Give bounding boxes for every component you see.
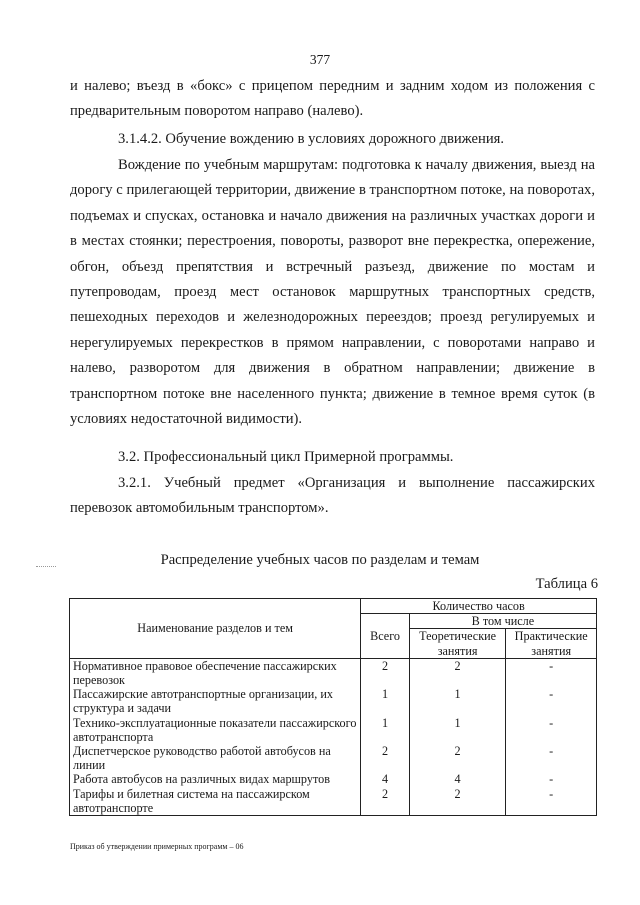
row-theory: 4	[409, 772, 506, 786]
footer-note: Приказ об утверждении примерных программ – 06	[70, 842, 244, 851]
section-heading-3-2-1: 3.2.1. Учебный предмет «Организация и выполнение пассажирских перевозок автомобильным транспортом».	[70, 475, 595, 517]
section-heading-3-2: 3.2. Профессиональный цикл Примерной программы.	[118, 449, 454, 465]
header-theory: Теоретические занятия	[409, 629, 506, 658]
hours-table	[69, 598, 597, 816]
header-practice: Практические занятия	[506, 629, 597, 658]
row-theory: 2	[409, 744, 506, 772]
row-practice: -	[506, 772, 597, 786]
row-name: Диспетчерское руководство работой автобусов на линии	[70, 744, 361, 772]
row-theory: 1	[409, 716, 506, 744]
header-section-name: Наименование разделов и тем	[70, 599, 361, 659]
row-practice: -	[506, 687, 597, 715]
row-theory: 2	[409, 787, 506, 816]
paragraph-continuation: и налево; въезд в «бокс» с прицепом передним и задним ходом из положения с предварительным поворотом направо (налево).	[70, 78, 595, 120]
paragraph-driving-routes: Вождение по учебным маршрутам: подготовка к началу движения, выезд на дорогу с прилегающей территории, движение в транспортном потоке, на поворотах, подъемах и спусках, остановка и начало движения на различных участках дороги и в местах стоянки; перестроения, повороты, разворот вне перекрестка, опережение, обгон, объезд препятствия и встречный разъезд, движение по мостам и путепроводам, проезд мест остановок маршрутных транспортных средств, пешеходных переходов и железнодорожных переездов; проезд регулируемых и нерегулируемых перекрестков в прямом направлении, с поворотами направо и налево, разворотом для движения в обратном направлении; движение в транспортном потоке вне населенного пункта; движение в темное время суток (в условиях недостаточной видимости).	[70, 157, 595, 428]
header-total: Всего	[361, 614, 410, 659]
row-name: Пассажирские автотранспортные организации, их структура и задачи	[70, 687, 361, 715]
header-including: В том числе	[409, 614, 596, 629]
table-row	[70, 687, 597, 715]
row-total: 2	[361, 787, 410, 816]
row-total: 2	[361, 744, 410, 772]
row-name: Нормативное правовое обеспечение пассажирских перевозок	[70, 658, 361, 687]
table-row	[70, 658, 597, 687]
row-practice: -	[506, 744, 597, 772]
row-name: Тарифы и билетная система на пассажирском автотранспорте	[70, 787, 361, 816]
row-total: 4	[361, 772, 410, 786]
row-total: 1	[361, 716, 410, 744]
row-practice: -	[506, 787, 597, 816]
page-number: 377	[309, 52, 331, 67]
row-name: Технико-эксплуатационные показатели пассажирского автотранспорта	[70, 716, 361, 744]
header-hours: Количество часов	[361, 599, 597, 614]
table-label: Таблица 6	[535, 576, 598, 592]
section-heading-3-1-4-2: 3.1.4.2. Обучение вождению в условиях дорожного движения.	[118, 131, 505, 147]
table-row	[70, 787, 597, 816]
row-practice: -	[506, 658, 597, 687]
table-caption: Распределение учебных часов по разделам и темам	[160, 552, 480, 568]
row-name: Работа автобусов на различных видах маршрутов	[70, 772, 361, 786]
row-theory: 2	[409, 658, 506, 687]
row-total: 2	[361, 658, 410, 687]
table-row	[70, 744, 597, 772]
row-practice: -	[506, 716, 597, 744]
row-theory: 1	[409, 687, 506, 715]
row-total: 1	[361, 687, 410, 715]
table-row	[70, 772, 597, 786]
table-row	[70, 716, 597, 744]
